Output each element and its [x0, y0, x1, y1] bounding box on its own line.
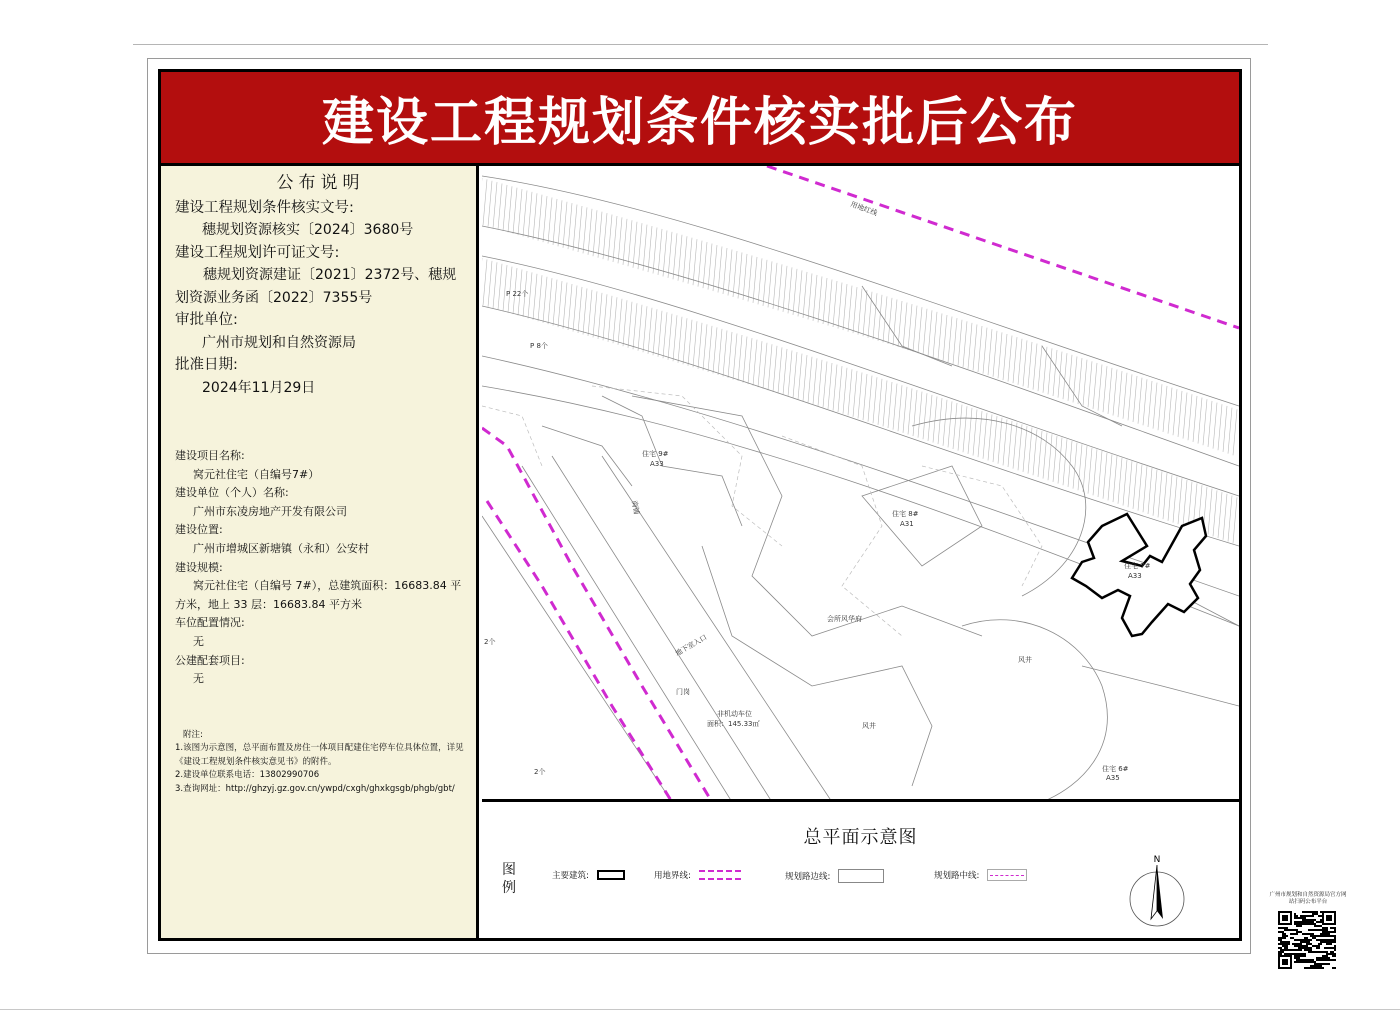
notes-heading: 附注:: [183, 729, 203, 740]
legend-road-edge: [785, 869, 884, 883]
legend-title: 总平面示意图: [803, 827, 918, 848]
label-parking-8: P 8个: [530, 342, 548, 350]
label-tower-9: 住宅 9#: [642, 450, 669, 458]
title-bar: [161, 72, 1239, 166]
label-garage-entrance: 地下室入口: [674, 633, 709, 658]
note-2: 2.建设单位联系电话：13802990706: [175, 770, 320, 781]
bottom-rule: [0, 1009, 1400, 1010]
label-nonmotor-area: 面积：145.33㎡: [707, 720, 760, 728]
parking-label: 车位配置情况:: [175, 616, 245, 630]
project-location: 广州市增城区新塘镇（永和）公安村: [193, 541, 369, 555]
project-unit: 广州市东凌房地产开发有限公司: [193, 504, 347, 518]
label-tower-8-floors: A31: [900, 520, 914, 528]
label-tower-6: 住宅 6#: [1102, 765, 1129, 773]
project-scale: 窝元社住宅（自编号 7#），总建筑面积：16683.84 平方米，地上 33 层：16683.84 平方米: [175, 579, 462, 611]
notes: [175, 729, 466, 797]
notice-frame: [158, 69, 1242, 941]
label-tower-6-floors: A35: [1106, 774, 1120, 782]
label-gate: 门岗: [676, 688, 690, 696]
label-parking-2b: 2个: [534, 768, 546, 776]
permit-no-label: 建设工程规划许可证文号:: [175, 244, 340, 261]
project-name-label: 建设项目名称:: [175, 449, 245, 462]
note-1: 1.该图为示意图，总平面布置及房住一体项目配建住宅停车位具体位置，详见《建设工程规划条件核实意见书》的附件。: [175, 743, 464, 767]
site-plan-map: [482, 166, 1239, 802]
legend-main-building: [552, 869, 625, 881]
project-name: 窝元社住宅（自编号7#）: [193, 467, 320, 481]
label-tower-7-floors: A33: [1128, 572, 1142, 580]
legend-road-center-label: 规划路中线:: [934, 871, 980, 881]
label-wind-2: 风井: [862, 722, 876, 730]
approval-date: 2024年11月29日: [202, 379, 316, 396]
legend-red-line-label: 用地界线:: [654, 871, 691, 881]
site-plan-drawing: [482, 166, 1239, 802]
approver-label: 审批单位:: [175, 312, 238, 328]
date-label: 批准日期:: [175, 357, 238, 373]
facilities-value: 无: [193, 672, 204, 686]
permit-no: 穗规划资源建证〔2021〕2372号、穗规划资源业务函〔2022〕7355号: [175, 267, 457, 306]
legend-road-edge-label: 规划路边线:: [785, 872, 831, 882]
spacer: [175, 399, 466, 447]
label-wind-1: 风井: [1018, 656, 1032, 664]
label-parking-2a: 2个: [484, 638, 496, 646]
parking-value: 无: [193, 634, 204, 648]
legend-main-building-label: 主要建筑:: [552, 871, 589, 881]
road-lines: [482, 176, 1239, 802]
label-nonmotor: 非机动车位: [717, 710, 752, 718]
label-plaza: 会所风华府: [827, 615, 862, 623]
note-3: 3.查询网址：http://ghzyj.gz.gov.cn/ywpd/cxgh/ghxkgsgb/phgb/gbt/: [175, 783, 455, 794]
label-road-red-line: 用地红线: [849, 200, 879, 218]
page-title: 建设工程规划条件核实批后公布: [321, 93, 1078, 153]
verification-no: 穗规划资源核实〔2024〕3680号: [202, 222, 414, 238]
map-labels: [484, 199, 1151, 782]
verification-no-label: 建设工程规划条件核实文号:: [175, 199, 354, 216]
legend-road-center: [934, 869, 1027, 881]
label-parking-22: P 22个: [506, 290, 529, 298]
legend-side-label: 图例: [502, 862, 516, 896]
notice-panel: [161, 166, 479, 938]
legend-panel: [482, 805, 1239, 938]
road-center-symbol-icon: [987, 869, 1027, 881]
north-label: N: [1153, 855, 1161, 865]
project-unit-label: 建设单位（个人）名称:: [175, 486, 289, 500]
label-shop: 商铺: [630, 499, 641, 516]
red-line-symbol-icon: [699, 870, 741, 880]
approver: 广州市规划和自然资源局: [202, 334, 356, 351]
label-tower-8: 住宅 8#: [892, 510, 919, 518]
parking-stripes: [482, 178, 1237, 543]
road-edge-symbol-icon: [838, 869, 884, 883]
project-location-label: 建设位置:: [175, 523, 223, 537]
qr-caption: 广州市规划和自然资源局官方网站扫码公布平台: [1269, 892, 1347, 905]
project-scale-label: 建设规模:: [175, 560, 223, 574]
project-info: [175, 447, 466, 689]
dashed-boundaries: [482, 386, 1042, 636]
label-tower-7: 住宅 7#: [1124, 562, 1151, 570]
legend-red-line: [654, 869, 741, 881]
top-rule: [133, 44, 1268, 45]
notice-heading: 公布说明: [276, 173, 365, 193]
qr-code-icon[interactable]: [1276, 909, 1338, 971]
building-symbol-icon: [597, 870, 625, 880]
label-tower-9-floors: A33: [650, 460, 664, 468]
facilities-label: 公建配套项目:: [175, 653, 245, 667]
north-arrow-icon: [1127, 853, 1187, 933]
